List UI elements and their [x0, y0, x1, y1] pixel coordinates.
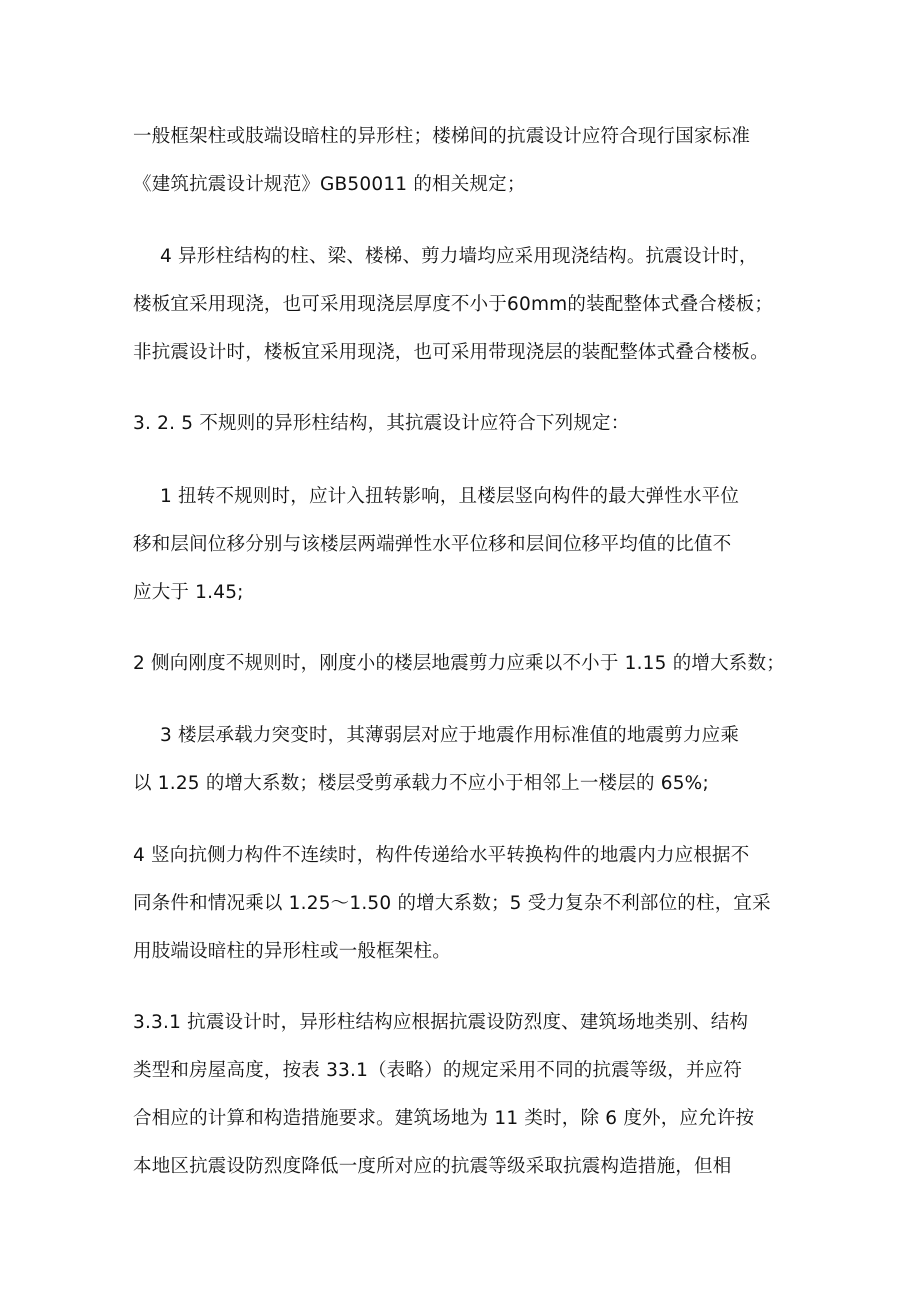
- text-line: 类型和房屋高度，按表 33.1（表略）的规定采用不同的抗震等级，并应符: [133, 1060, 743, 1081]
- text-line: 楼板宜采用现浇，也可采用现浇层厚度不小于60mm的装配整体式叠合楼板；: [133, 294, 774, 315]
- text-line: 1 扭转不规则时，应计入扭转影响，且楼层竖向构件的最大弹性水平位: [160, 486, 740, 507]
- text-line: 移和层间位移分别与该楼层两端弹性水平位移和层间位移平均值的比值不: [133, 534, 732, 555]
- text-line: 同条件和情况乘以 1.25～1.50 的增大系数；5 受力复杂不利部位的柱，宜采: [133, 893, 771, 914]
- text-line: 4 异形柱结构的柱、梁、楼梯、剪力墙均应采用现浇结构。抗震设计时，: [160, 246, 758, 267]
- text-line: 本地区抗震设防烈度降低一度所对应的抗震等级采取抗震构造措施，但相: [133, 1156, 732, 1177]
- text-line: 用肢端设暗柱的异形柱或一般框架柱。: [133, 941, 451, 962]
- text-line: 《建筑抗震设计规范》GB50011 的相关规定；: [133, 174, 526, 195]
- section-heading: 3.3.1 抗震设计时，异形柱结构应根据抗震设防烈度、建筑场地类别、结构: [133, 1012, 749, 1033]
- text-line: 非抗震设计时，楼板宜采用现浇，也可采用带现浇层的装配整体式叠合楼板。: [133, 342, 769, 363]
- text-line: 3 楼层承载力突变时，其薄弱层对应于地震作用标准值的地震剪力应乘: [160, 725, 740, 746]
- text-line: 一般框架柱或肢端设暗柱的异形柱；楼梯间的抗震设计应符合现行国家标准: [133, 126, 751, 147]
- text-line: 应大于 1.45;: [133, 582, 244, 603]
- text-line: 以 1.25 的增大系数；楼层受剪承载力不应小于相邻上一楼层的 65%;: [133, 773, 709, 794]
- text-line: 合相应的计算和构造措施要求。建筑场地为 11 类时，除 6 度外，应允许按: [133, 1108, 755, 1129]
- section-heading: 3. 2. 5 不规则的异形柱结构，其抗震设计应符合下列规定：: [133, 413, 630, 434]
- text-line: 4 竖向抗侧力构件不连续时，构件传递给水平转换构件的地震内力应根据不: [133, 845, 750, 866]
- text-line: 2 侧向刚度不规则时，刚度小的楼层地震剪力应乘以不小于 1.15 的增大系数；: [133, 653, 785, 674]
